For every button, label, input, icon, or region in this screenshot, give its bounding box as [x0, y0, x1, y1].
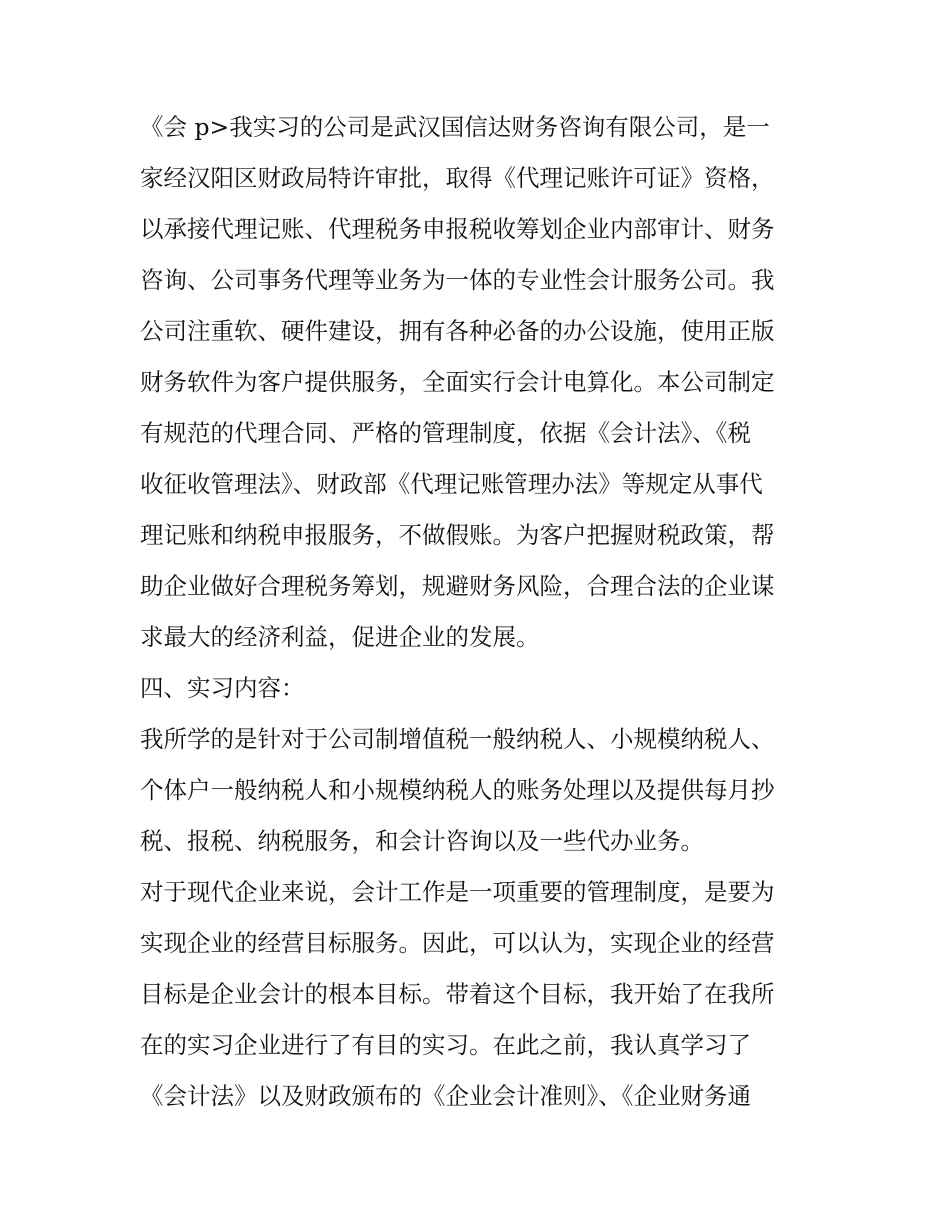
section-heading: 四、实习内容：	[140, 674, 305, 702]
text-line: 理记账和纳税申报服务，不做假账。为客户把握财税政策，帮	[140, 521, 775, 549]
text-line: 咨询、公司事务代理等业务为一体的专业性会计服务公司。我	[140, 266, 775, 294]
text-line: 求最大的经济利益，促进企业的发展。	[140, 623, 540, 651]
text-line: 税、报税、纳税服务，和会计咨询以及一些代办业务。	[140, 827, 704, 855]
text-line: 目标是企业会计的根本目标。带着这个目标，我开始了在我所	[140, 980, 775, 1008]
text-line: 有规范的代理合同、严格的管理制度，依据《会计法》、《税	[140, 419, 751, 447]
text-line: 助企业做好合理税务筹划，规避财务风险，合理合法的企业谋	[140, 572, 775, 600]
text-line: 在的实习企业进行了有目的实习。在此之前，我认真学习了	[140, 1031, 751, 1059]
text-line: 《会计法》以及财政颁布的《企业会计准则》、《企业财务通	[140, 1082, 751, 1110]
text-line: 对于现代企业来说，会计工作是一项重要的管理制度，是要为	[140, 878, 775, 906]
text-line: 收征收管理法》、财政部《代理记账管理办法》等规定从事代	[140, 470, 763, 498]
text-line: 我所学的是针对于公司制增值税一般纳税人、小规模纳税人、	[140, 725, 775, 753]
text-line: 实现企业的经营目标服务。因此，可以认为，实现企业的经营	[140, 929, 775, 957]
text-line: 个体户一般纳税人和小规模纳税人的账务处理以及提供每月抄	[140, 776, 775, 804]
text-line: 财务软件为客户提供服务，全面实行会计电算化。本公司制定	[140, 368, 775, 396]
text-line: 公司注重软、硬件建设，拥有各种必备的办公设施，使用正版	[140, 317, 775, 345]
text-line: 家经汉阳区财政局特许审批，取得《代理记账许可证》资格，	[140, 164, 775, 192]
text-line: 《会 p>我实习的公司是武汉国信达财务咨询有限公司，是一	[140, 113, 770, 141]
text-line: 以承接代理记账、代理税务申报税收筹划企业内部审计、财务	[140, 215, 775, 243]
